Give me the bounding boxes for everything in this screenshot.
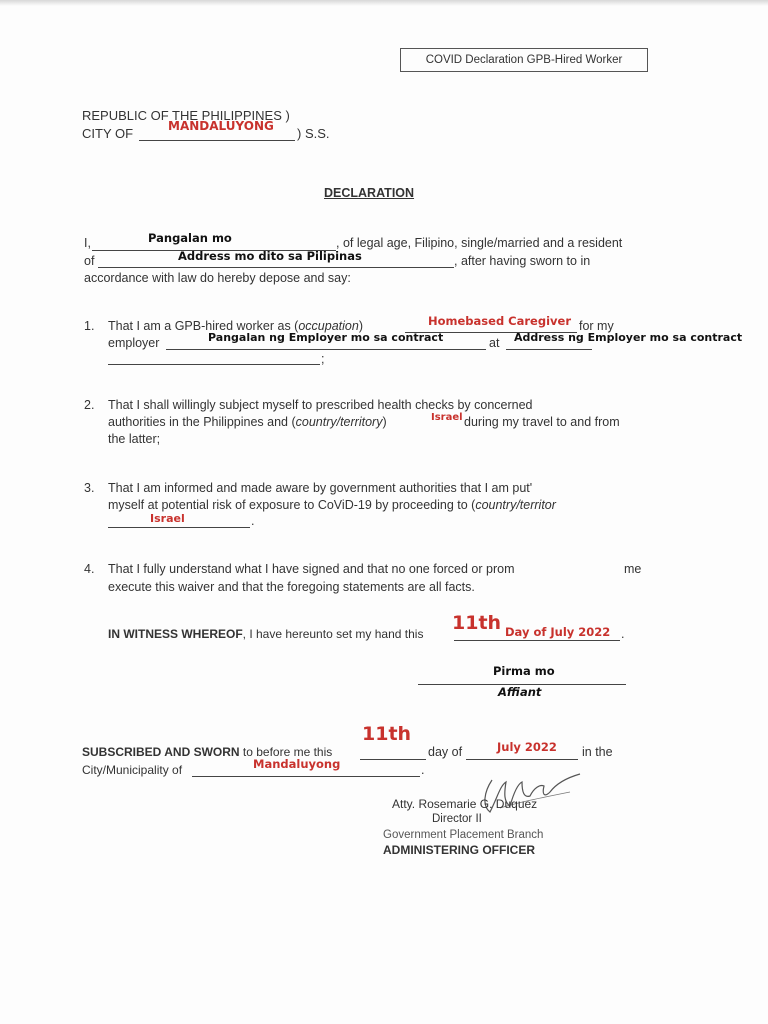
item4-line1: That I fully understand what I have signed and that no one forced or prom xyxy=(108,562,515,576)
subscribed-month-line xyxy=(466,759,578,760)
document-tag: COVID Declaration GPB-Hired Worker xyxy=(400,48,648,72)
item2-number: 2. xyxy=(84,398,95,412)
item4-number: 4. xyxy=(84,562,95,576)
item4-line1-end: me xyxy=(624,562,642,576)
officer-signature xyxy=(470,762,590,822)
declaration-title: DECLARATION xyxy=(324,186,415,200)
intro-line3: accordance with law do hereby depose and say: xyxy=(84,271,351,285)
affiant-label: Affiant xyxy=(498,685,542,699)
officer-name: Atty. Rosemarie G. Duquez xyxy=(392,797,538,811)
intro-after-name: , of legal age, Filipino, single/married and a resident xyxy=(336,236,623,250)
address-value[interactable]: Address mo dito sa Pilipinas xyxy=(178,249,362,263)
employer-address-line xyxy=(506,349,592,350)
item4-line2: execute this waiver and that the foregoing statements are all facts. xyxy=(108,580,475,594)
item3-line1: That I am informed and made aware by government authorities that I am put' xyxy=(108,481,533,495)
intro-after-address: , after having sworn to in xyxy=(454,254,591,268)
subscribed-city-value[interactable]: Mandaluyong xyxy=(253,757,341,771)
intro-of: of xyxy=(84,254,95,268)
witness-text: IN WITNESS WHEREOF, I have hereunto set my hand this xyxy=(108,627,424,641)
witness-end: . xyxy=(621,627,625,641)
officer-role: ADMINISTERING OFFICER xyxy=(383,843,535,857)
city-suffix: ) S.S. xyxy=(297,126,330,141)
item2-country-value[interactable]: Israel xyxy=(431,412,463,423)
name-value[interactable]: Pangalan mo xyxy=(148,231,232,245)
city-line xyxy=(139,140,295,141)
intro-i: I, xyxy=(84,236,91,250)
subscribed-month-value[interactable]: July 2022 xyxy=(497,740,557,754)
subscribed-end: . xyxy=(421,763,425,777)
city-prefix: CITY OF xyxy=(82,126,134,141)
officer-branch: Government Placement Branch xyxy=(383,829,544,841)
item1-number: 1. xyxy=(84,319,95,333)
employer-address-value[interactable]: Address ng Employer mo sa contract xyxy=(514,331,743,344)
affiant-signature-value[interactable]: Pirma mo xyxy=(493,664,555,678)
witness-date-value[interactable]: Day of July 2022 xyxy=(505,625,611,639)
item2-line1: That I shall willingly subject myself to prescribed health checks by concerned xyxy=(108,398,533,412)
item2-line2-end: during my travel to and from xyxy=(464,415,620,429)
subscribed-in-the: in the xyxy=(582,745,613,759)
subscribed-day-line xyxy=(360,759,426,760)
scan-shadow xyxy=(0,0,768,6)
employer-line xyxy=(166,349,486,350)
subscribed-city-line xyxy=(192,776,420,777)
item3-line2: myself at potential risk of exposure to CoViD-19 by proceeding to (country/territor xyxy=(108,498,556,512)
subscribed-city-label: City/Municipality of xyxy=(82,763,183,777)
subscribed-text: SUBSCRIBED AND SWORN to before me this xyxy=(82,745,333,759)
occupation-value[interactable]: Homebased Caregiver xyxy=(428,314,571,328)
item3-end: . xyxy=(251,514,255,528)
employer-address-line2 xyxy=(108,364,320,365)
witness-day-value[interactable]: 11th xyxy=(452,612,502,634)
item3-country-line xyxy=(108,527,250,528)
officer-title: Director II xyxy=(432,813,482,825)
item2-line3: the latter; xyxy=(108,432,161,446)
item1-for-my: for my xyxy=(579,319,614,333)
at-label: at xyxy=(489,336,500,350)
city-value[interactable]: MANDALUYONG xyxy=(168,119,274,133)
republic-heading: REPUBLIC OF THE PHILIPPINES ) xyxy=(82,108,290,123)
subscribed-day-of: day of xyxy=(428,745,463,759)
item3-country-value[interactable]: Israel xyxy=(150,512,185,525)
subscribed-day-value[interactable]: 11th xyxy=(362,723,412,745)
item1-text: That I am a GPB-hired worker as (occupation) xyxy=(108,319,363,333)
employer-value[interactable]: Pangalan ng Employer mo sa contract xyxy=(208,331,444,344)
address-line xyxy=(98,267,454,268)
item1-end: ; xyxy=(321,352,325,366)
witness-date-line xyxy=(454,640,620,641)
item3-number: 3. xyxy=(84,481,95,495)
employer-label: employer xyxy=(108,336,160,350)
item2-line2: authorities in the Philippines and (country/territory) xyxy=(108,415,387,429)
